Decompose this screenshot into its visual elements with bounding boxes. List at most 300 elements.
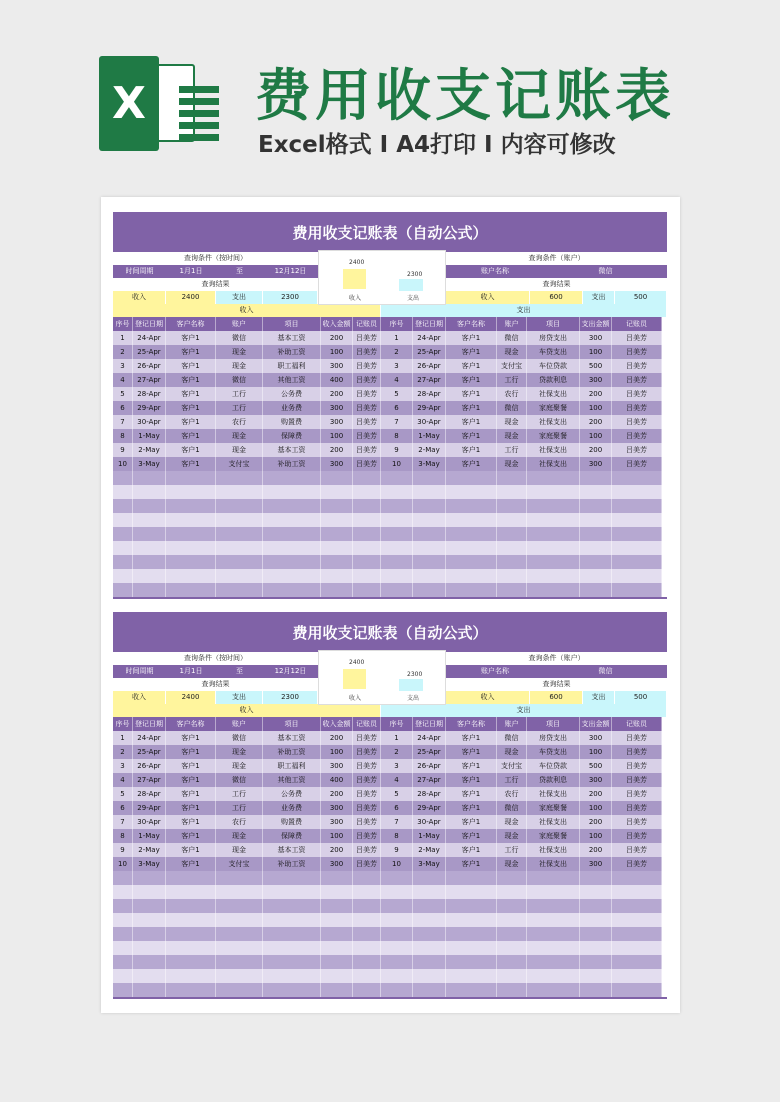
table-cell[interactable] <box>580 527 612 541</box>
table-cell[interactable] <box>381 941 413 955</box>
table-cell[interactable] <box>497 471 527 485</box>
table-cell[interactable]: 客户1 <box>166 801 216 815</box>
table-cell[interactable] <box>216 527 263 541</box>
table-cell[interactable] <box>166 555 216 569</box>
table-cell[interactable]: 300 <box>321 457 353 471</box>
table-cell[interactable]: 3 <box>381 359 413 373</box>
table-cell[interactable] <box>527 885 580 899</box>
table-cell[interactable]: 26-Apr <box>413 359 446 373</box>
table-cell[interactable]: 8 <box>381 829 413 843</box>
table-cell[interactable]: 29-Apr <box>133 801 166 815</box>
table-cell[interactable]: 客户1 <box>446 801 497 815</box>
table-cell[interactable] <box>321 955 353 969</box>
table-cell[interactable] <box>497 871 527 885</box>
table-cell[interactable] <box>527 583 580 597</box>
table-cell[interactable] <box>527 927 580 941</box>
table-cell[interactable] <box>353 513 381 527</box>
table-cell[interactable] <box>580 569 612 583</box>
table-cell[interactable]: 7 <box>113 415 133 429</box>
table-cell[interactable]: 工行 <box>497 843 527 857</box>
table-cell[interactable]: 100 <box>321 745 353 759</box>
table-cell[interactable]: 27-Apr <box>133 773 166 787</box>
table-cell[interactable] <box>580 899 612 913</box>
table-cell[interactable]: 农行 <box>216 815 263 829</box>
table-cell[interactable]: 28-Apr <box>413 387 446 401</box>
table-cell[interactable] <box>263 555 321 569</box>
table-cell[interactable]: 吕美芳 <box>612 415 662 429</box>
table-cell[interactable]: 26-Apr <box>413 759 446 773</box>
table-cell[interactable] <box>527 499 580 513</box>
table-cell[interactable] <box>381 899 413 913</box>
table-cell[interactable] <box>413 471 446 485</box>
table-cell[interactable]: 7 <box>113 815 133 829</box>
table-cell[interactable]: 100 <box>580 745 612 759</box>
table-cell[interactable] <box>263 471 321 485</box>
table-cell[interactable]: 吕美芳 <box>612 429 662 443</box>
table-cell[interactable]: 现金 <box>216 829 263 843</box>
table-cell[interactable]: 300 <box>580 457 612 471</box>
table-cell[interactable]: 客户1 <box>446 429 497 443</box>
table-cell[interactable]: 27-Apr <box>133 373 166 387</box>
table-cell[interactable]: 微信 <box>216 331 263 345</box>
table-cell[interactable]: 社保支出 <box>527 857 580 871</box>
table-cell[interactable] <box>133 499 166 513</box>
table-cell[interactable] <box>216 955 263 969</box>
table-cell[interactable] <box>263 513 321 527</box>
table-cell[interactable] <box>166 527 216 541</box>
table-cell[interactable]: 7 <box>381 815 413 829</box>
table-cell[interactable] <box>413 527 446 541</box>
table-cell[interactable]: 农行 <box>497 787 527 801</box>
table-cell[interactable] <box>321 885 353 899</box>
table-cell[interactable] <box>321 555 353 569</box>
table-cell[interactable]: 500 <box>580 359 612 373</box>
table-cell[interactable]: 公务费 <box>263 387 321 401</box>
table-cell[interactable] <box>166 955 216 969</box>
table-cell[interactable] <box>381 969 413 983</box>
table-cell[interactable]: 支付宝 <box>216 457 263 471</box>
table-cell[interactable] <box>497 485 527 499</box>
table-cell[interactable] <box>446 485 497 499</box>
table-cell[interactable] <box>216 499 263 513</box>
table-cell[interactable] <box>446 885 497 899</box>
table-cell[interactable]: 客户1 <box>166 857 216 871</box>
table-cell[interactable] <box>166 871 216 885</box>
table-cell[interactable]: 25-Apr <box>133 745 166 759</box>
table-cell[interactable] <box>527 541 580 555</box>
table-cell[interactable] <box>133 885 166 899</box>
table-cell[interactable]: 保障费 <box>263 829 321 843</box>
table-cell[interactable]: 客户1 <box>446 815 497 829</box>
table-cell[interactable]: 工行 <box>497 443 527 457</box>
table-cell[interactable] <box>353 885 381 899</box>
table-cell[interactable] <box>381 569 413 583</box>
table-cell[interactable] <box>612 471 662 485</box>
table-cell[interactable] <box>497 527 527 541</box>
table-cell[interactable] <box>497 913 527 927</box>
table-cell[interactable]: 30-Apr <box>133 815 166 829</box>
table-cell[interactable]: 9 <box>381 443 413 457</box>
table-cell[interactable]: 社保支出 <box>527 387 580 401</box>
table-cell[interactable] <box>353 899 381 913</box>
table-cell[interactable]: 吕美芳 <box>353 801 381 815</box>
table-cell[interactable]: 200 <box>580 443 612 457</box>
table-cell[interactable]: 吕美芳 <box>353 759 381 773</box>
table-cell[interactable]: 吕美芳 <box>353 457 381 471</box>
table-cell[interactable] <box>133 941 166 955</box>
table-cell[interactable] <box>166 583 216 597</box>
table-cell[interactable]: 25-Apr <box>413 745 446 759</box>
table-cell[interactable] <box>166 485 216 499</box>
table-cell[interactable]: 6 <box>381 401 413 415</box>
table-cell[interactable]: 现金 <box>497 457 527 471</box>
table-cell[interactable] <box>353 983 381 997</box>
table-cell[interactable] <box>113 955 133 969</box>
table-cell[interactable]: 客户1 <box>446 359 497 373</box>
table-cell[interactable] <box>446 499 497 513</box>
table-cell[interactable]: 100 <box>321 345 353 359</box>
table-cell[interactable]: 社保支出 <box>527 787 580 801</box>
table-cell[interactable] <box>133 569 166 583</box>
table-cell[interactable] <box>216 913 263 927</box>
table-cell[interactable] <box>580 941 612 955</box>
table-cell[interactable] <box>353 913 381 927</box>
table-cell[interactable]: 5 <box>113 387 133 401</box>
table-cell[interactable] <box>497 941 527 955</box>
table-cell[interactable]: 300 <box>321 401 353 415</box>
table-cell[interactable]: 工行 <box>216 387 263 401</box>
table-cell[interactable]: 现金 <box>216 745 263 759</box>
table-cell[interactable]: 工行 <box>216 787 263 801</box>
table-cell[interactable]: 客户1 <box>166 815 216 829</box>
table-cell[interactable]: 2 <box>113 745 133 759</box>
table-cell[interactable]: 家庭聚餐 <box>527 401 580 415</box>
table-cell[interactable] <box>413 983 446 997</box>
table-cell[interactable] <box>527 941 580 955</box>
table-cell[interactable] <box>612 885 662 899</box>
table-cell[interactable] <box>263 955 321 969</box>
table-cell[interactable] <box>166 913 216 927</box>
table-cell[interactable] <box>413 899 446 913</box>
table-cell[interactable] <box>381 485 413 499</box>
table-cell[interactable] <box>413 499 446 513</box>
table-cell[interactable]: 客户1 <box>166 759 216 773</box>
table-cell[interactable]: 房贷支出 <box>527 731 580 745</box>
table-cell[interactable]: 30-Apr <box>413 415 446 429</box>
table-cell[interactable]: 基本工资 <box>263 443 321 457</box>
table-cell[interactable]: 吕美芳 <box>353 359 381 373</box>
table-cell[interactable]: 3 <box>113 759 133 773</box>
table-cell[interactable]: 客户1 <box>446 829 497 843</box>
table-cell[interactable] <box>446 541 497 555</box>
table-cell[interactable] <box>166 885 216 899</box>
table-cell[interactable]: 吕美芳 <box>612 843 662 857</box>
table-cell[interactable] <box>446 583 497 597</box>
table-cell[interactable]: 200 <box>580 415 612 429</box>
table-cell[interactable] <box>497 555 527 569</box>
table-cell[interactable] <box>321 913 353 927</box>
table-cell[interactable]: 3-May <box>133 857 166 871</box>
table-cell[interactable]: 29-Apr <box>413 801 446 815</box>
table-cell[interactable]: 客户1 <box>166 429 216 443</box>
table-cell[interactable] <box>113 899 133 913</box>
table-cell[interactable]: 200 <box>580 787 612 801</box>
table-cell[interactable]: 200 <box>580 387 612 401</box>
table-cell[interactable]: 客户1 <box>166 731 216 745</box>
table-cell[interactable]: 客户1 <box>166 787 216 801</box>
table-cell[interactable]: 基本工资 <box>263 331 321 345</box>
table-cell[interactable]: 职工福利 <box>263 759 321 773</box>
table-cell[interactable] <box>113 569 133 583</box>
table-cell[interactable] <box>446 555 497 569</box>
table-cell[interactable]: 业务费 <box>263 801 321 815</box>
table-cell[interactable] <box>353 527 381 541</box>
table-cell[interactable] <box>321 541 353 555</box>
table-cell[interactable]: 吕美芳 <box>612 857 662 871</box>
table-cell[interactable]: 客户1 <box>166 443 216 457</box>
table-cell[interactable] <box>263 983 321 997</box>
table-cell[interactable] <box>133 899 166 913</box>
table-cell[interactable] <box>527 555 580 569</box>
table-cell[interactable] <box>113 485 133 499</box>
table-cell[interactable] <box>216 941 263 955</box>
table-cell[interactable] <box>166 969 216 983</box>
table-cell[interactable] <box>133 583 166 597</box>
table-cell[interactable]: 吕美芳 <box>353 773 381 787</box>
table-cell[interactable]: 现金 <box>497 345 527 359</box>
table-cell[interactable] <box>113 499 133 513</box>
table-cell[interactable]: 3-May <box>413 857 446 871</box>
table-cell[interactable]: 100 <box>580 829 612 843</box>
table-cell[interactable] <box>580 499 612 513</box>
table-cell[interactable]: 补助工资 <box>263 745 321 759</box>
table-cell[interactable]: 支付宝 <box>497 359 527 373</box>
table-cell[interactable]: 300 <box>580 331 612 345</box>
table-cell[interactable] <box>216 471 263 485</box>
table-cell[interactable] <box>413 871 446 885</box>
table-cell[interactable]: 10 <box>381 457 413 471</box>
table-cell[interactable]: 9 <box>381 843 413 857</box>
table-cell[interactable] <box>113 983 133 997</box>
table-cell[interactable] <box>113 471 133 485</box>
table-cell[interactable]: 27-Apr <box>413 373 446 387</box>
table-cell[interactable]: 补助工资 <box>263 345 321 359</box>
table-cell[interactable] <box>216 969 263 983</box>
table-cell[interactable]: 吕美芳 <box>353 731 381 745</box>
table-cell[interactable]: 吕美芳 <box>612 457 662 471</box>
table-cell[interactable] <box>263 871 321 885</box>
table-cell[interactable]: 2-May <box>413 443 446 457</box>
table-cell[interactable]: 29-Apr <box>133 401 166 415</box>
table-cell[interactable]: 吕美芳 <box>353 745 381 759</box>
table-cell[interactable]: 客户1 <box>166 843 216 857</box>
table-cell[interactable] <box>263 527 321 541</box>
table-cell[interactable] <box>446 913 497 927</box>
table-cell[interactable]: 工行 <box>216 801 263 815</box>
table-cell[interactable] <box>580 983 612 997</box>
table-cell[interactable]: 30-Apr <box>413 815 446 829</box>
table-cell[interactable] <box>446 969 497 983</box>
table-cell[interactable]: 购置费 <box>263 415 321 429</box>
table-cell[interactable] <box>166 513 216 527</box>
table-cell[interactable] <box>527 569 580 583</box>
table-cell[interactable]: 200 <box>321 331 353 345</box>
table-cell[interactable] <box>527 913 580 927</box>
table-cell[interactable] <box>413 583 446 597</box>
table-cell[interactable]: 其他工资 <box>263 773 321 787</box>
table-cell[interactable] <box>113 583 133 597</box>
start-date[interactable]: 1月1日 <box>166 265 216 278</box>
table-cell[interactable] <box>263 927 321 941</box>
table-cell[interactable]: 300 <box>321 815 353 829</box>
table-cell[interactable] <box>263 885 321 899</box>
table-cell[interactable] <box>381 555 413 569</box>
table-cell[interactable]: 200 <box>321 787 353 801</box>
table-cell[interactable]: 客户1 <box>446 401 497 415</box>
table-cell[interactable]: 微信 <box>216 731 263 745</box>
table-cell[interactable]: 25-Apr <box>133 345 166 359</box>
table-cell[interactable] <box>133 983 166 997</box>
table-cell[interactable]: 客户1 <box>446 331 497 345</box>
table-cell[interactable] <box>321 499 353 513</box>
table-cell[interactable] <box>166 927 216 941</box>
table-cell[interactable] <box>497 927 527 941</box>
table-cell[interactable] <box>446 527 497 541</box>
start-date[interactable]: 1月1日 <box>166 665 216 678</box>
table-cell[interactable]: 100 <box>580 429 612 443</box>
table-cell[interactable]: 3-May <box>133 457 166 471</box>
table-cell[interactable]: 农行 <box>216 415 263 429</box>
table-cell[interactable] <box>612 485 662 499</box>
table-cell[interactable]: 车位贷款 <box>527 359 580 373</box>
table-cell[interactable] <box>381 871 413 885</box>
table-cell[interactable]: 社保支出 <box>527 815 580 829</box>
table-cell[interactable]: 吕美芳 <box>612 759 662 773</box>
table-cell[interactable]: 4 <box>113 773 133 787</box>
table-cell[interactable]: 100 <box>321 429 353 443</box>
table-cell[interactable] <box>446 569 497 583</box>
table-cell[interactable] <box>321 485 353 499</box>
table-cell[interactable]: 客户1 <box>166 387 216 401</box>
table-cell[interactable]: 吕美芳 <box>612 359 662 373</box>
table-cell[interactable] <box>580 471 612 485</box>
table-cell[interactable]: 吕美芳 <box>353 429 381 443</box>
account-name-value[interactable]: 微信 <box>544 665 667 678</box>
table-cell[interactable] <box>353 541 381 555</box>
table-cell[interactable] <box>413 913 446 927</box>
table-cell[interactable]: 100 <box>580 345 612 359</box>
table-cell[interactable] <box>353 941 381 955</box>
table-cell[interactable]: 2-May <box>133 443 166 457</box>
table-cell[interactable] <box>612 541 662 555</box>
table-cell[interactable] <box>446 471 497 485</box>
table-cell[interactable] <box>381 541 413 555</box>
table-cell[interactable] <box>321 569 353 583</box>
table-cell[interactable] <box>413 955 446 969</box>
table-cell[interactable]: 吕美芳 <box>612 745 662 759</box>
table-cell[interactable]: 1-May <box>133 429 166 443</box>
table-cell[interactable] <box>216 541 263 555</box>
table-cell[interactable] <box>527 983 580 997</box>
table-cell[interactable] <box>353 471 381 485</box>
table-cell[interactable]: 支付宝 <box>216 857 263 871</box>
table-cell[interactable]: 10 <box>113 857 133 871</box>
table-cell[interactable] <box>612 583 662 597</box>
table-cell[interactable] <box>612 871 662 885</box>
table-cell[interactable] <box>580 541 612 555</box>
table-cell[interactable]: 微信 <box>216 373 263 387</box>
table-cell[interactable]: 客户1 <box>166 829 216 843</box>
table-cell[interactable] <box>353 969 381 983</box>
table-cell[interactable]: 客户1 <box>446 745 497 759</box>
table-cell[interactable]: 现金 <box>497 857 527 871</box>
table-cell[interactable]: 现金 <box>497 429 527 443</box>
table-cell[interactable] <box>166 541 216 555</box>
table-cell[interactable]: 现金 <box>216 443 263 457</box>
table-cell[interactable] <box>216 983 263 997</box>
table-cell[interactable]: 2 <box>381 345 413 359</box>
table-cell[interactable] <box>133 513 166 527</box>
table-cell[interactable]: 10 <box>381 857 413 871</box>
table-cell[interactable] <box>353 955 381 969</box>
table-cell[interactable]: 27-Apr <box>413 773 446 787</box>
table-cell[interactable]: 2 <box>113 345 133 359</box>
table-cell[interactable]: 吕美芳 <box>353 373 381 387</box>
table-cell[interactable] <box>321 969 353 983</box>
table-cell[interactable] <box>381 955 413 969</box>
table-cell[interactable] <box>166 899 216 913</box>
table-cell[interactable]: 客户1 <box>446 457 497 471</box>
table-cell[interactable]: 2 <box>381 745 413 759</box>
table-cell[interactable]: 300 <box>580 857 612 871</box>
table-cell[interactable] <box>263 899 321 913</box>
table-cell[interactable] <box>133 913 166 927</box>
table-cell[interactable] <box>321 983 353 997</box>
table-cell[interactable]: 客户1 <box>446 373 497 387</box>
table-cell[interactable]: 现金 <box>216 429 263 443</box>
table-cell[interactable]: 25-Apr <box>413 345 446 359</box>
table-cell[interactable]: 微信 <box>497 331 527 345</box>
table-cell[interactable] <box>497 955 527 969</box>
table-cell[interactable]: 9 <box>113 843 133 857</box>
table-cell[interactable] <box>133 927 166 941</box>
table-cell[interactable]: 26-Apr <box>133 759 166 773</box>
table-cell[interactable] <box>353 555 381 569</box>
table-cell[interactable]: 社保支出 <box>527 415 580 429</box>
table-cell[interactable] <box>133 871 166 885</box>
table-cell[interactable]: 200 <box>580 843 612 857</box>
table-cell[interactable] <box>133 485 166 499</box>
table-cell[interactable] <box>321 471 353 485</box>
table-cell[interactable]: 车贷支出 <box>527 345 580 359</box>
table-cell[interactable] <box>133 555 166 569</box>
table-cell[interactable]: 3-May <box>413 457 446 471</box>
table-cell[interactable]: 工行 <box>497 373 527 387</box>
table-cell[interactable] <box>133 969 166 983</box>
table-cell[interactable] <box>133 541 166 555</box>
table-cell[interactable]: 400 <box>321 773 353 787</box>
table-cell[interactable]: 28-Apr <box>413 787 446 801</box>
table-cell[interactable]: 车位贷款 <box>527 759 580 773</box>
table-cell[interactable]: 现金 <box>497 415 527 429</box>
table-cell[interactable] <box>446 899 497 913</box>
table-cell[interactable] <box>113 913 133 927</box>
table-cell[interactable] <box>580 583 612 597</box>
table-cell[interactable] <box>612 499 662 513</box>
table-cell[interactable] <box>612 969 662 983</box>
table-cell[interactable] <box>497 899 527 913</box>
table-cell[interactable]: 公务费 <box>263 787 321 801</box>
